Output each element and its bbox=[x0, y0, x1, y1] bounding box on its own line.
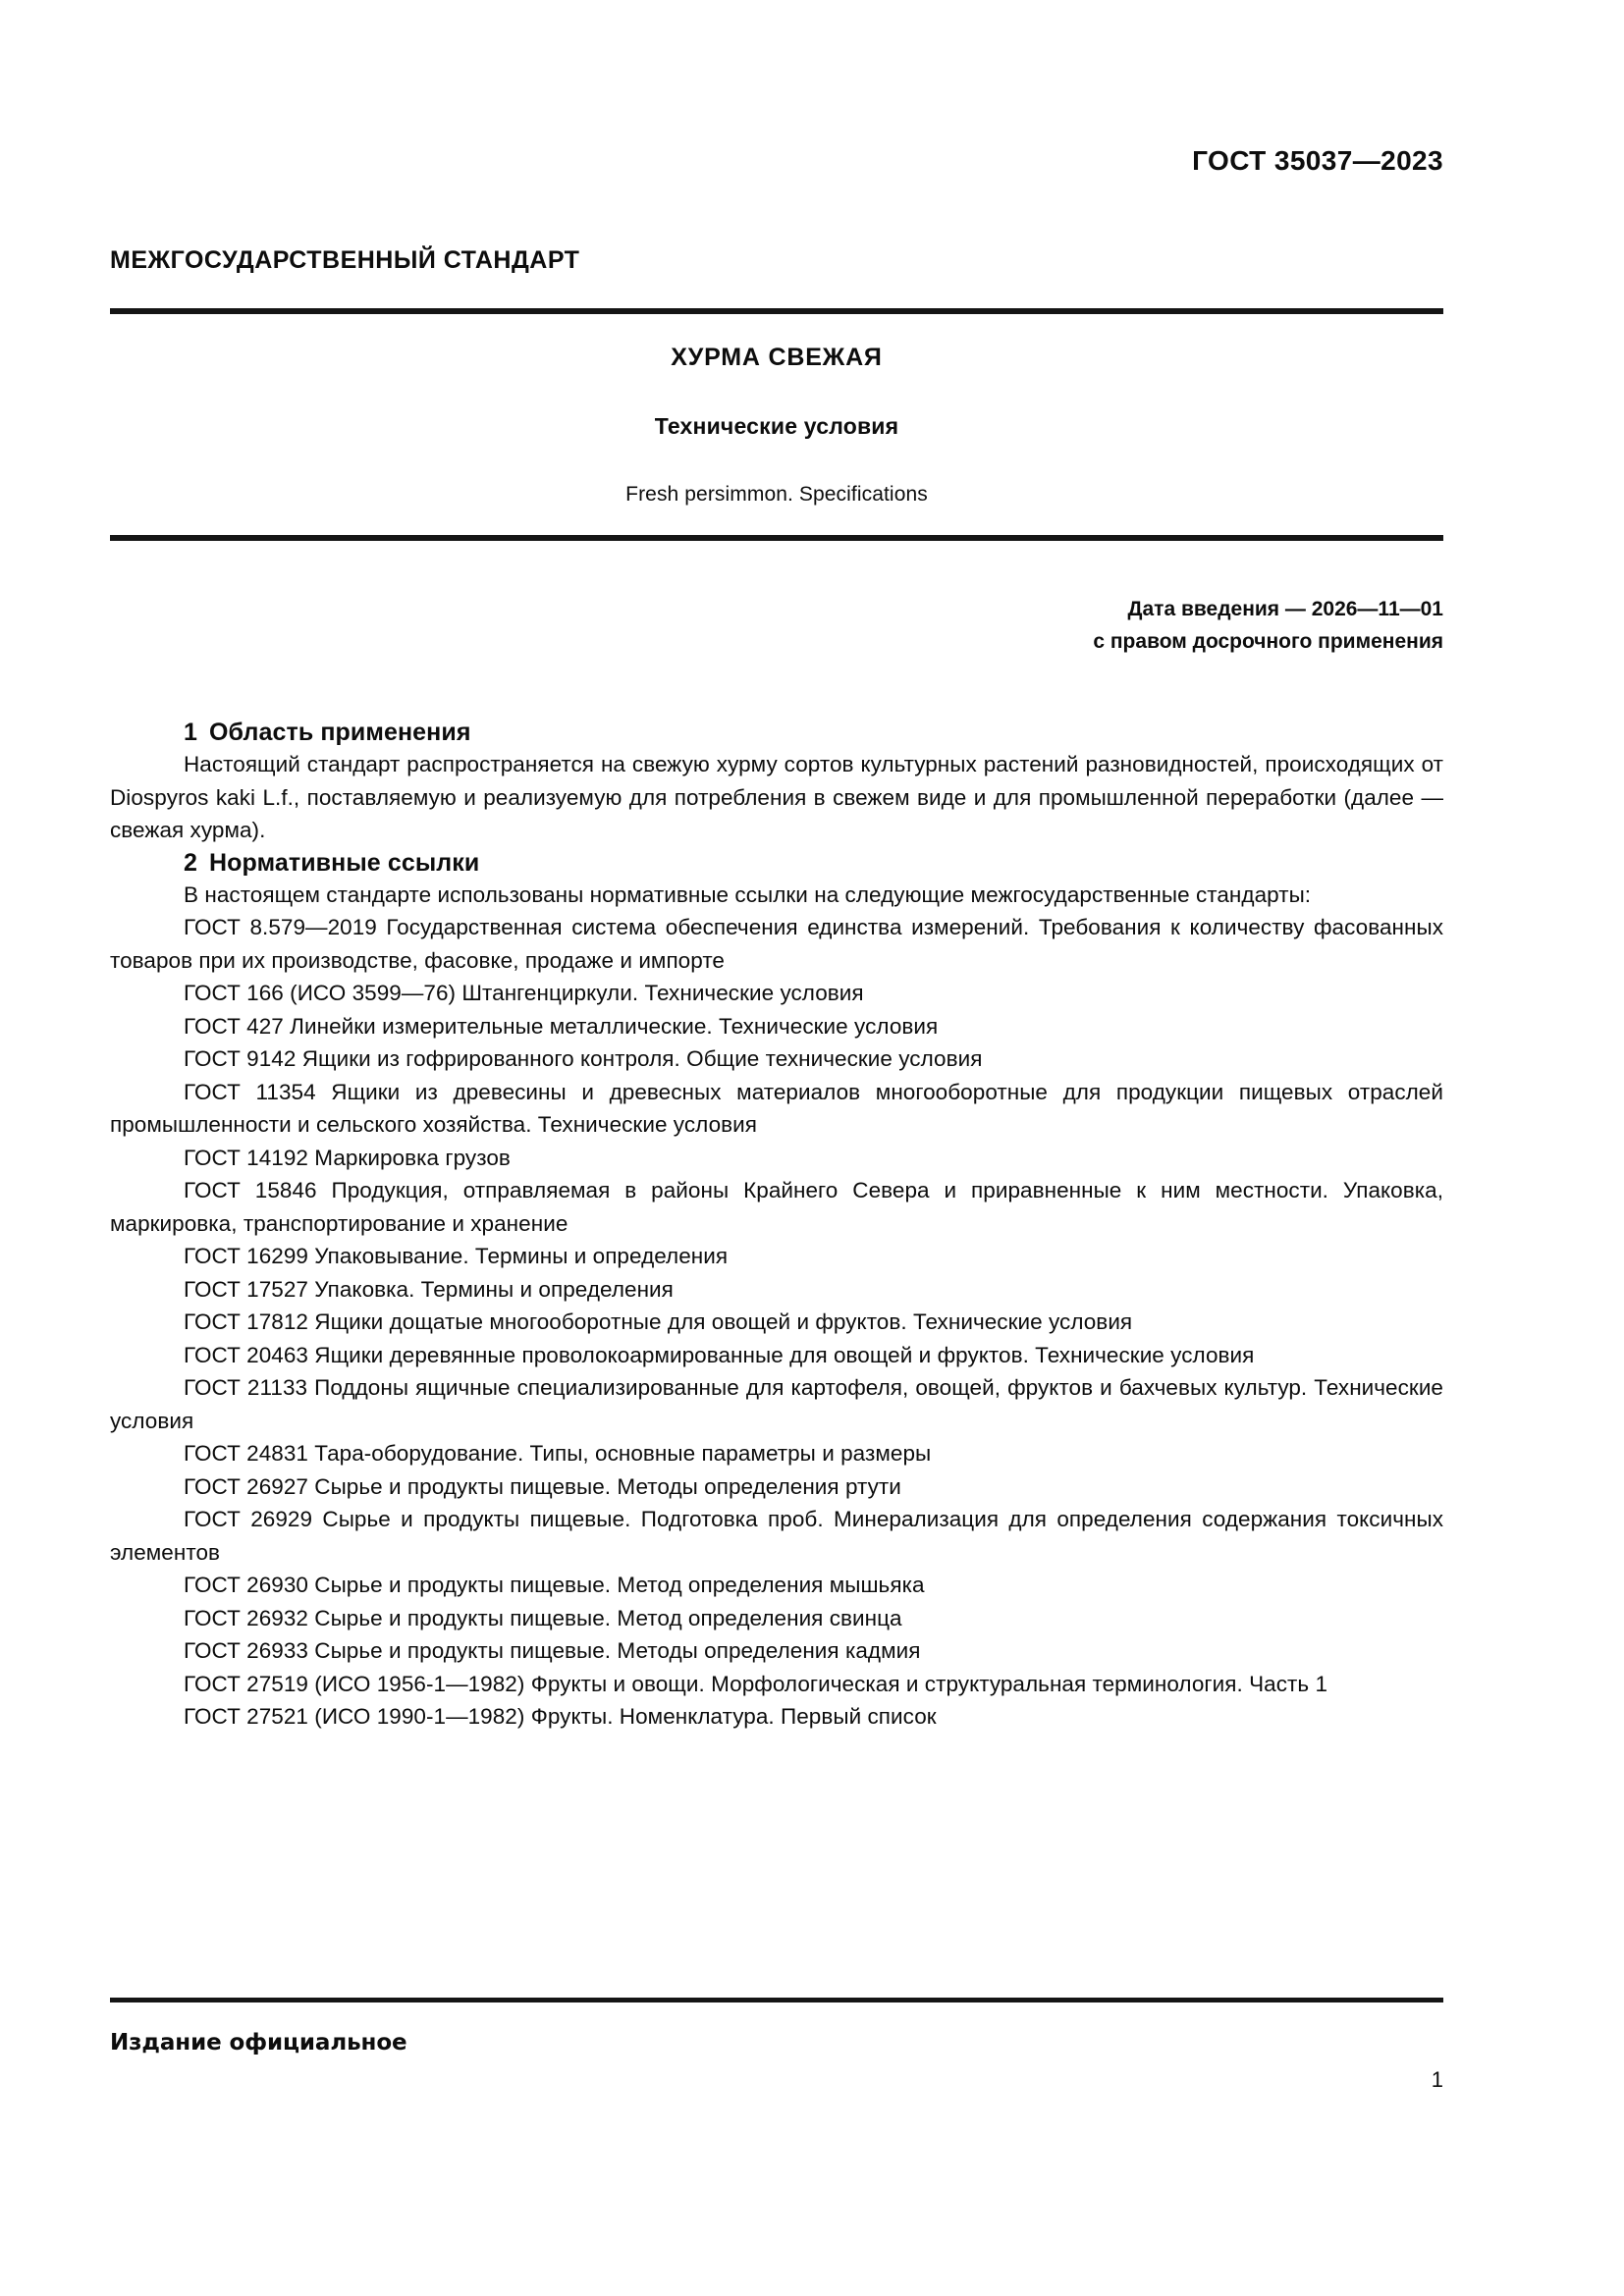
reference-item: ГОСТ 27521 (ИСО 1990-1—1982) Фрукты. Номенклатура. Первый список bbox=[184, 1704, 937, 1729]
section-number-1: 1 bbox=[184, 719, 198, 746]
reference-item: ГОСТ 20463 Ящики деревянные проволокоармированные для овощей и фруктов. Технические условия bbox=[184, 1342, 1255, 1367]
standard-class-text: МЕЖГОСУДАРСТВЕННЫЙ СТАНДАРТ bbox=[110, 246, 580, 274]
reference-item: ГОСТ 16299 Упаковывание. Термины и определения bbox=[184, 1244, 729, 1268]
rule-above-title bbox=[110, 308, 1443, 314]
document-subtitle-english: Fresh persimmon. Specifications bbox=[625, 483, 928, 506]
section-heading-1 bbox=[110, 717, 1443, 748]
reference-item: ГОСТ 17527 Упаковка. Термины и определения bbox=[184, 1276, 674, 1302]
reference-item: ГОСТ 11354 Ящики из древесины и древесных материалов многооборотные для продукции пищевых отраслей промышленности и сельского хозяйства. Технические условия bbox=[110, 1079, 1443, 1137]
reference-item: ГОСТ 24831 Тара-оборудование. Типы, основные параметры и размеры bbox=[184, 1441, 932, 1466]
reference-item: ГОСТ 17812 Ящики дощатые многооборотные для овощей и фруктов. Технические условия bbox=[184, 1309, 1133, 1334]
section-heading-2 bbox=[110, 847, 1443, 879]
edition-note: Издание официальное bbox=[110, 2030, 407, 2056]
rule-above-footer bbox=[110, 1998, 1443, 2002]
title-block bbox=[110, 334, 1443, 507]
document-title: ХУРМА СВЕЖАЯ bbox=[671, 344, 883, 371]
reference-item: ГОСТ 14192 Маркировка грузов bbox=[184, 1145, 511, 1170]
reference-item: ГОСТ 26933 Сырье и продукты пищевые. Методы определения кадмия bbox=[184, 1638, 921, 1663]
section-1-paragraph: Настоящий стандарт распространяется на свежую хурму сортов культурных растений разновидностей, происходящих от Diospyros kaki L.f., поставляемую и реализуемую для потребления в свежем виде и для промышленной переработки (далее — свежая хурма). bbox=[110, 752, 1443, 842]
introduction-date-line: Дата введения — 2026—11—01 bbox=[1127, 598, 1443, 620]
reference-item: ГОСТ 15846 Продукция, отправляемая в районы Крайнего Севера и приравненные к ним местности. Упаковка, маркировка, транспортирование и хранение bbox=[110, 1178, 1443, 1236]
section-number-2: 2 bbox=[184, 848, 198, 877]
standard-class-line bbox=[110, 246, 1443, 275]
document-body bbox=[110, 717, 1443, 1734]
reference-item: ГОСТ 27519 (ИСО 1956-1—1982) Фрукты и овощи. Морфологическая и структуральная терминология. Часть 1 bbox=[184, 1671, 1328, 1696]
section-title-1: Область применения bbox=[209, 719, 471, 746]
running-head-standard-number: ГОСТ 35037—2023 bbox=[1192, 145, 1443, 176]
reference-item: ГОСТ 26927 Сырье и продукты пищевые. Методы определения ртути bbox=[184, 1473, 901, 1499]
section-title-2: Нормативные ссылки bbox=[209, 848, 480, 877]
introduction-early-use-line: с правом досрочного применения bbox=[1093, 630, 1443, 653]
reference-item: ГОСТ 427 Линейки измерительные металлические. Технические условия bbox=[184, 1013, 939, 1039]
document-subtitle: Технические условия bbox=[654, 413, 899, 439]
reference-item: ГОСТ 166 (ИСО 3599—76) Штангенциркули. Технические условия bbox=[184, 981, 864, 1005]
reference-item: ГОСТ 21133 Поддоны ящичные специализированные для картофеля, овощей, фруктов и бахчевых культур. Технические условия bbox=[110, 1375, 1443, 1433]
normative-reference-list bbox=[110, 911, 1443, 1734]
reference-item: ГОСТ 8.579—2019 Государственная система обеспечения единства измерений. Требования к количеству фасованных товаров при их производстве, фасовке, продаже и импорте bbox=[110, 915, 1443, 973]
reference-item: ГОСТ 26930 Сырье и продукты пищевые. Метод определения мышьяка bbox=[184, 1573, 925, 1597]
reference-item: ГОСТ 26932 Сырье и продукты пищевые. Метод определения свинца bbox=[184, 1605, 902, 1630]
reference-item: ГОСТ 9142 Ящики из гофрированного контроля. Общие технические условия bbox=[184, 1046, 983, 1071]
page-number: 1 bbox=[1431, 2067, 1443, 2092]
introduction-date-block bbox=[1093, 593, 1443, 658]
section-2-paragraph: В настоящем стандарте использованы нормативные ссылки на следующие межгосударственные стандарты: bbox=[184, 881, 1312, 907]
reference-item: ГОСТ 26929 Сырье и продукты пищевые. Подготовка проб. Минерализация для определения содержания токсичных элементов bbox=[110, 1507, 1443, 1565]
rule-below-title bbox=[110, 535, 1443, 541]
